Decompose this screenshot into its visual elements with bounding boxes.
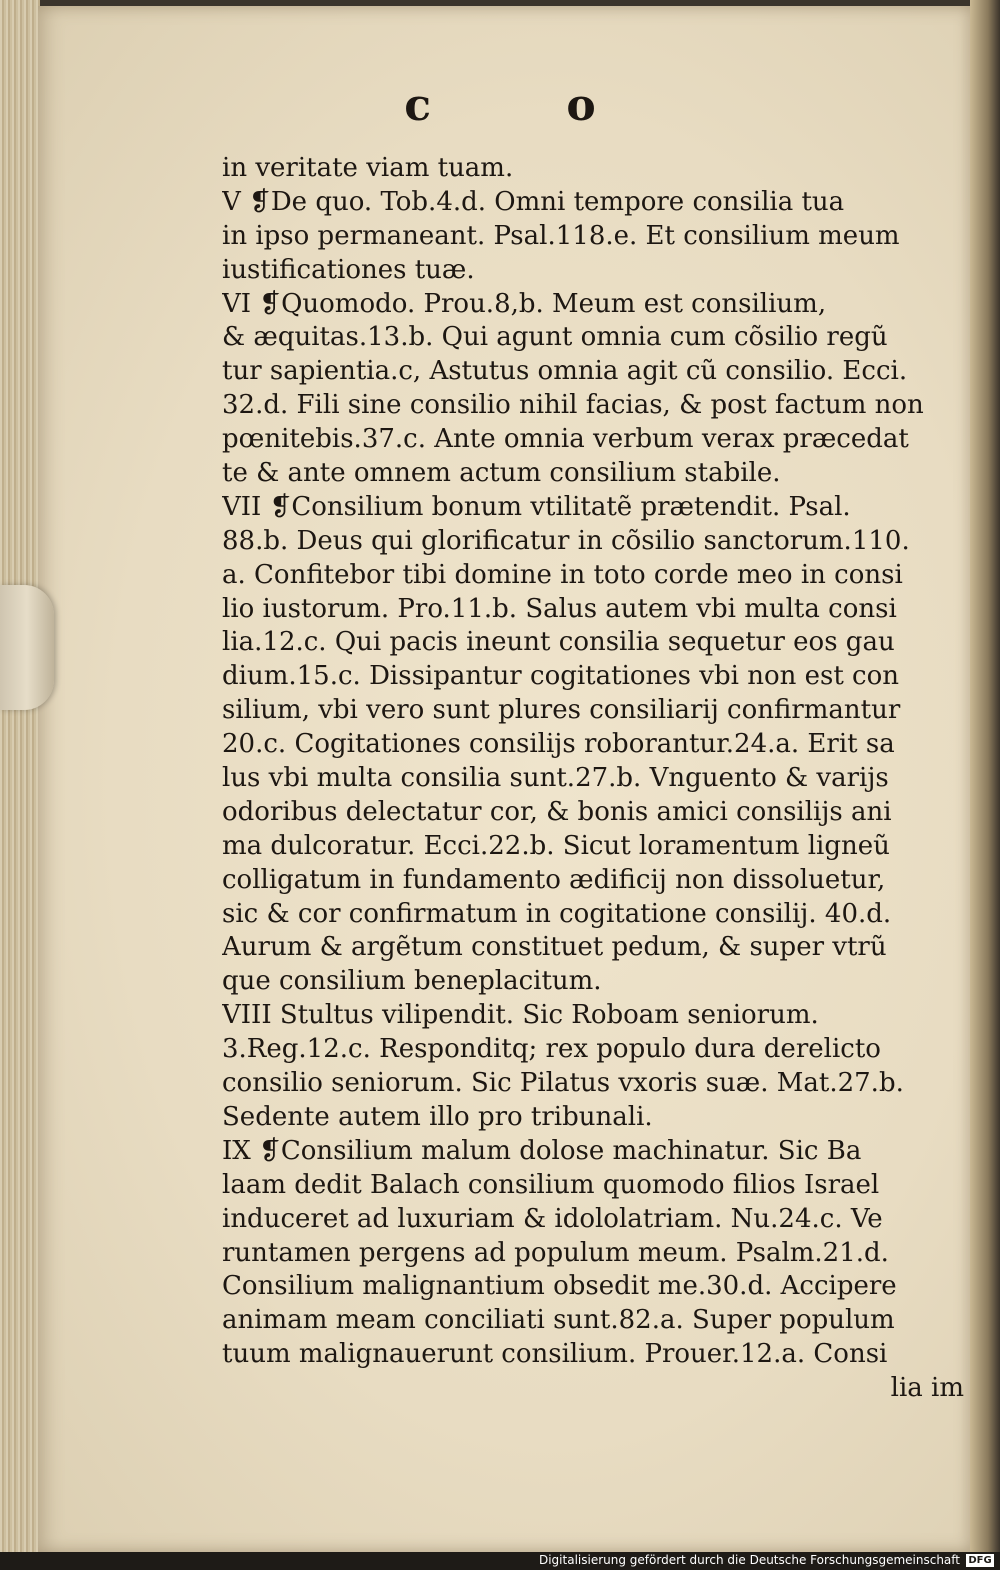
text-line: & æquitas.13.b. Qui agunt omnia cum cõsilio regũ: [222, 322, 888, 353]
page-header-signature: c o: [404, 80, 656, 131]
text-line: 88.b. Deus qui glorificatur in cõsilio sanctorum.110.: [222, 525, 910, 556]
text-line: odoribus delectatur cor, & bonis amici consilijs ani: [222, 796, 892, 827]
text-line: dium.15.c. Dissipantur cogitationes vbi non est con: [222, 661, 900, 692]
text-line: lus vbi multa consilia sunt.27.b. Vnguento & varijs: [222, 763, 889, 794]
text-line: iustificationes tuæ.: [222, 254, 475, 285]
page-block-edge: [0, 0, 40, 1570]
catchword: lia im: [890, 1373, 964, 1404]
text-line: silium, vbi vero sunt plures consiliarij confirmantur: [222, 695, 901, 726]
text-line: VII ❡Consilium bonum vtilitatẽ prætendit. Psal.: [222, 491, 851, 522]
text-line: consilio seniorum. Sic Pilatus vxoris suæ. Mat.27.b.: [222, 1068, 904, 1099]
text-line: sic & cor confirmatum in cogitatione consilij. 40.d.: [222, 898, 892, 929]
text-line: 32.d. Fili sine consilio nihil facias, & post factum non: [222, 390, 924, 421]
text-line: in ipso permaneant. Psal.118.e. Et consilium meum: [222, 220, 900, 251]
text-line: in veritate viam tuam.: [222, 153, 514, 183]
text-line: VIII Stultus vilipendit. Sic Roboam seniorum.: [222, 1000, 819, 1031]
text-line: a. Confitebor tibi domine in toto corde meo in consi: [222, 559, 903, 590]
text-line: induceret ad luxuriam & idololatriam. Nu.24.c. Ve: [222, 1203, 883, 1234]
body-text: [222, 152, 964, 1406]
text-line: laam dedit Balach consilium quomodo filios Israel: [222, 1169, 880, 1200]
text-line: VI ❡Quomodo. Prou.8,b. Meum est consilium,: [222, 288, 827, 319]
text-line: ma dulcoratur. Ecci.22.b. Sicut loramentum ligneũ: [222, 830, 890, 861]
text-line: 3.Reg.12.c. Responditq; rex populo dura derelicto: [222, 1034, 881, 1065]
text-line: animam meam conciliati sunt.82.a. Super populum: [222, 1305, 895, 1336]
text-line: Consilium malignantium obsedit me.30.d. Accipere: [222, 1271, 897, 1302]
text-line: runtamen pergens ad populum meum. Psalm.21.d.: [222, 1237, 889, 1268]
text-line: tur sapientia.c, Astutus omnia agit cũ consilio. Ecci.: [222, 356, 908, 387]
text-line: IX ❡Consilium malum dolose machinatur. Sic Ba: [222, 1135, 862, 1166]
text-line: te & ante omnem actum consilium stabile.: [222, 458, 781, 489]
text-line: V ❡De quo. Tob.4.d. Omni tempore consilia tua: [222, 186, 845, 217]
text-line: Aurum & argẽtum constituet pedum, & super vtrũ: [222, 932, 887, 963]
text-line: tuum malignauerunt consilium. Prouer.12.a. Consi: [222, 1339, 888, 1370]
book-clasp: [0, 585, 54, 710]
text-line: 20.c. Cogitationes consilijs roborantur.24.a. Erit sa: [222, 729, 895, 760]
text-line: colligatum in fundamento ædificij non dissoluetur,: [222, 864, 886, 895]
text-line: lia.12.c. Qui pacis ineunt consilia sequetur eos gau: [222, 627, 895, 658]
text-line: que consilium beneplacitum.: [222, 966, 602, 997]
footer-credit: Digitalisierung gefördert durch die Deutsche Forschungsgemeinschaft: [538, 1553, 960, 1567]
book-cover-edge: [970, 0, 1000, 1552]
dfg-logo: DFG: [966, 1554, 994, 1567]
text-line: lio iustorum. Pro.11.b. Salus autem vbi multa consi: [222, 593, 897, 624]
text-line: pœnitebis.37.c. Ante omnia verbum verax præcedat: [222, 424, 909, 455]
text-line: Sedente autem illo pro tribunali.: [222, 1101, 653, 1132]
